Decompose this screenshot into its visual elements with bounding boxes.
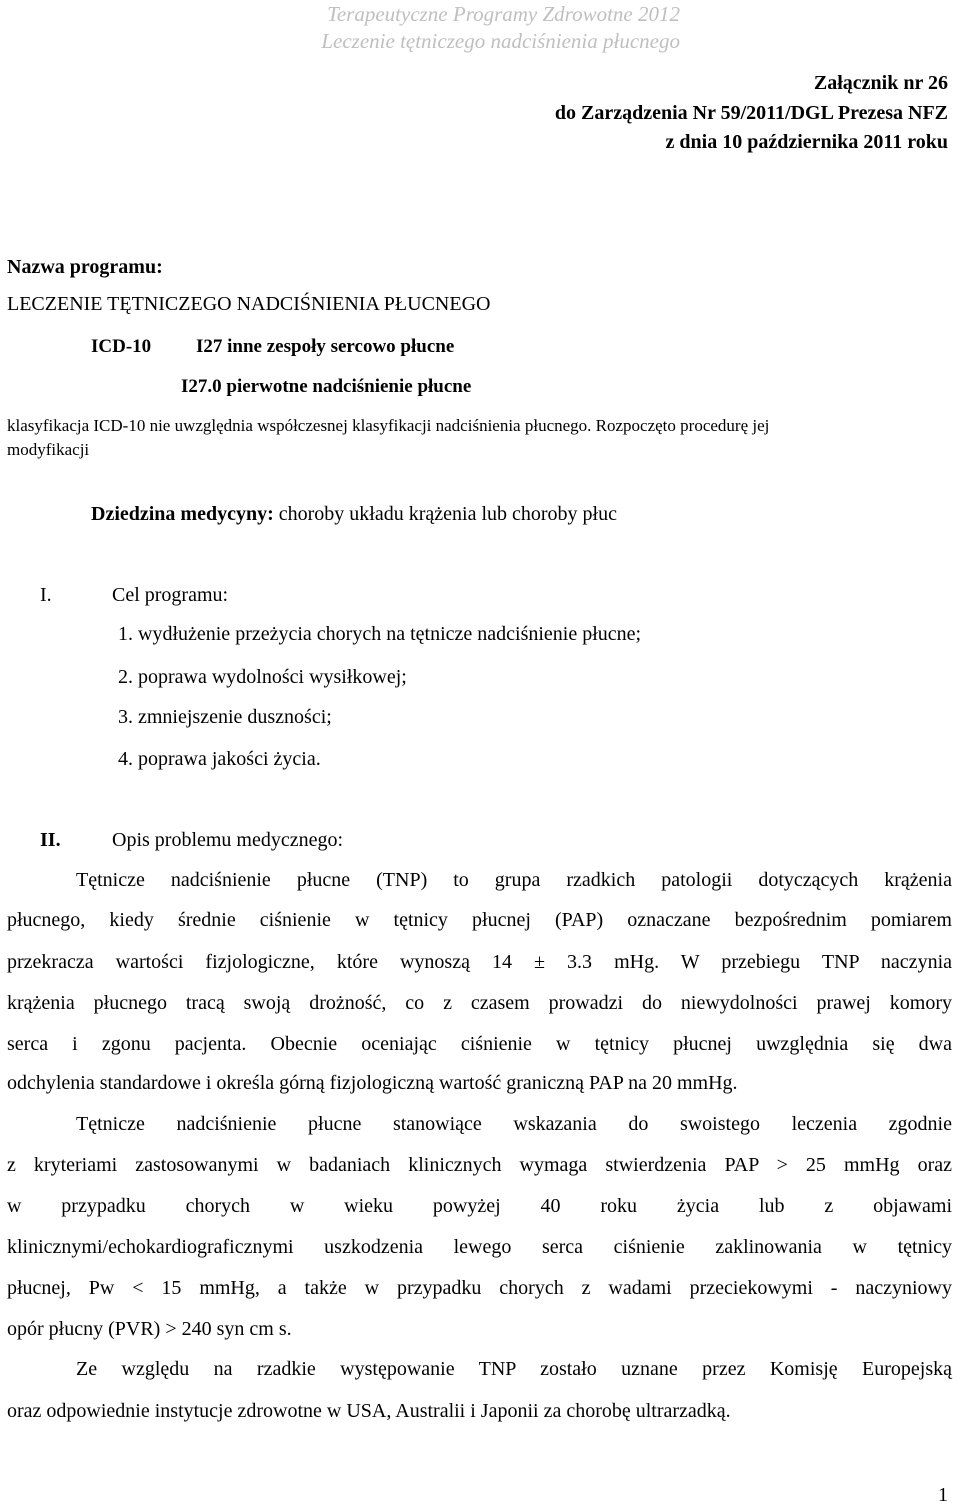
program-name: LECZENIE TĘTNICZEGO NADCIŚNIENIA PŁUCNEGO <box>7 293 491 315</box>
paragraph-line: przekracza wartości fizjologiczne, które wynoszą 14 ± 3.3 mHg. W przebiegu TNP naczynia <box>7 951 952 973</box>
icd-label: ICD-10 <box>91 336 152 357</box>
paragraph-line: krążenia płucnego tracą swoją drożność, co z czasem prowadzi do niewydolności prawej komory <box>7 992 952 1014</box>
medical-domain <box>91 503 617 526</box>
section-2-number: II. <box>40 829 61 851</box>
annex-date: z dnia 10 października 2011 roku <box>665 131 948 153</box>
goal-item-1: 1. wydłużenie przeżycia chorych na tętnicze nadciśnienie płucne; <box>118 623 642 645</box>
paragraph-line: Ze względu na rzadkie występowanie TNP zostało uznane przez Komisję Europejską <box>76 1358 952 1380</box>
paragraph-line: w przypadku chorych w wieku powyżej 40 roku życia lub z objawami <box>7 1195 952 1217</box>
medical-domain-label: Dziedzina medycyny: <box>91 503 274 525</box>
paragraph-line: płucnej, Pw < 15 mmHg, a także w przypadku chorych z wadami przeciekowymi - naczyniowy <box>7 1277 952 1299</box>
running-header-subtitle: Leczenie tętniczego nadciśnienia płucnego <box>321 29 680 53</box>
medical-domain-value: choroby układu krążenia lub choroby płuc <box>273 503 617 525</box>
classification-note-line1: klasyfikacja ICD-10 nie uwzględnia współczesnej klasyfikacji nadciśnienia płucnego. Rozpoczęto procedurę jej <box>7 416 770 435</box>
paragraph-line: odchylenia standardowe i określa górną fizjologiczną wartość graniczną PAP na 20 mmHg. <box>7 1072 738 1094</box>
section-2-title: Opis problemu medycznego: <box>112 829 344 851</box>
icd-code-i27-0: I27.0 pierwotne nadciśnienie płucne <box>181 376 472 397</box>
goal-item-3: 3. zmniejszenie duszności; <box>118 706 332 728</box>
goal-item-2: 2. poprawa wydolności wysiłkowej; <box>118 666 407 688</box>
paragraph-line: klinicznymi/echokardiograficznymi uszkodzenia lewego serca ciśnienie zaklinowania w tętnicy <box>7 1236 952 1258</box>
icd-code-i27: I27 inne zespoły sercowo płucne <box>196 336 455 357</box>
paragraph-line: Tętnicze nadciśnienie płucne stanowiące wskazania do swoistego leczenia zgodnie <box>76 1113 952 1135</box>
running-header-title: Terapeutyczne Programy Zdrowotne 2012 <box>327 2 680 26</box>
paragraph-line: serca i zgonu pacjenta. Obecnie oceniając ciśnienie w tętnicy płucnej uwzględnia się dwa <box>7 1033 952 1055</box>
section-1-number: I. <box>40 584 52 606</box>
paragraph-line: płucnego, kiedy średnie ciśnienie w tętnicy płucnej (PAP) oznaczane bezpośrednim pomiarem <box>7 909 952 931</box>
paragraph-line: Tętnicze nadciśnienie płucne (TNP) to grupa rzadkich patologii dotyczących krążenia <box>76 869 952 891</box>
paragraph-line: z kryteriami zastosowanymi w badaniach klinicznych wymaga stwierdzenia PAP > 25 mmHg oraz <box>7 1154 952 1176</box>
classification-note-line2: modyfikacji <box>7 440 90 459</box>
annex-ordinance: do Zarządzenia Nr 59/2011/DGL Prezesa NFZ <box>554 102 948 124</box>
paragraph-line: oraz odpowiednie instytucje zdrowotne w USA, Australii i Japonii za chorobę ultrarzadką. <box>7 1400 731 1422</box>
page-number: 1 <box>938 1484 948 1506</box>
section-1-title: Cel programu: <box>112 584 229 606</box>
program-name-label: Nazwa programu: <box>7 256 163 278</box>
annex-number: Załącznik nr 26 <box>813 72 948 94</box>
paragraph-line: opór płucny (PVR) > 240 syn cm s. <box>7 1318 292 1340</box>
goal-item-4: 4. poprawa jakości życia. <box>118 748 321 770</box>
